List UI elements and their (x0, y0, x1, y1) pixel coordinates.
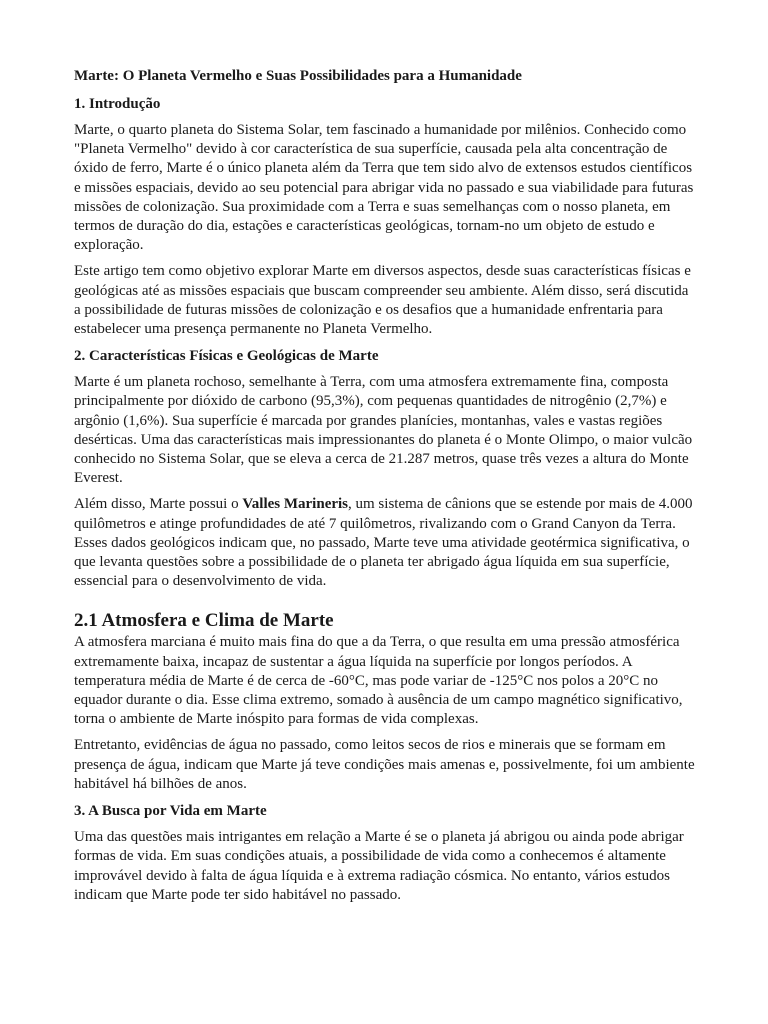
paragraph-physical-2-start: Além disso, Marte possui o (74, 496, 243, 513)
paragraph-atmosphere-2: Entretanto, evidências de água no passado, como leitos secos de rios e minerais que se formam em presença de água, indicam que Marte já teve condições mais amenas e, possivelmente, foi um ambiente habitável há bilhões de anos. (74, 737, 695, 792)
heading-introduction: 1. Introdução (74, 96, 161, 112)
paragraph-intro-2: Este artigo tem como objetivo explorar Marte em diversos aspectos, desde suas características físicas e geológicas até as missões espaciais que buscam compreender seu ambiente. Além disso, será discutida a possibilidade de futuras missões de colonização e os desafios que a humanidade enfrentaria para estabelecer uma presença permanente no Planeta Vermelho. (74, 263, 691, 338)
paragraph-physical-2-end: , um sistema de cânions que se estende por mais de 4.000 quilômetros e atinge profundidades de até 7 quilômetros, rivalizando com o Grand Canyon da Terra. Esses dados geológicos indicam que, no passado, Marte teve uma atividade geotérmica significativa, o que levanta questões sobre a possibilidade de o planeta ter abrigado água líquida em sua superfície, essencial para o desenvolvimento de vida. (74, 496, 693, 590)
document-title: Marte: O Planeta Vermelho e Suas Possibilidades para a Humanidade (74, 68, 522, 84)
heading-physical-characteristics: 2. Características Físicas e Geológicas de Marte (74, 348, 379, 365)
paragraph-atmosphere-1: A atmosfera marciana é muito mais fina do que a da Terra, o que resulta em uma pressão atmosférica extremamente baixa, incapaz de sustentar a água líquida na superfície por longos períodos. A temperatura média de Marte é de cerca de -60°C, mas pode variar de -125°C nos polos a 20°C no equador durante o dia. Esse clima extremo, somado à ausência de um campo magnético significativo, torna o ambiente de Marte inóspito para formas de vida complexas. (74, 634, 683, 728)
paragraph-physical-1: Marte é um planeta rochoso, semelhante à Terra, com uma atmosfera extremamente fina, composta principalmente por dióxido de carbono (95,3%), com pequenas quantidades de nitrogênio (2,7%) e argônio (1,6%). Sua superfície é marcada por grandes planícies, montanhas, vales e vastas regiões desérticas. Uma das características mais impressionantes do planeta é o Monte Olimpo, o maior vulcão conhecido no Sistema Solar, que se eleva a cerca de 21.287 metros, quase três vezes a altura do Monte Everest. (74, 374, 693, 487)
paragraph-physical-2 (74, 495, 696, 591)
paragraph-life-1: Uma das questões mais intrigantes em relação a Marte é se o planeta já abrigou ou ainda pode abrigar formas de vida. Em suas condições atuais, a possibilidade de vida como a conhecemos é altamente improvável devido à falta de água líquida e à extrema radiação cósmica. No entanto, vários estudos indicam que Marte pode ter sido habitável no passado. (74, 829, 684, 903)
heading-atmosphere-climate: 2.1 Atmosfera e Clima de Marte (74, 610, 334, 632)
heading-search-for-life: 3. A Busca por Vida em Marte (74, 803, 267, 820)
paragraph-intro-1: Marte, o quarto planeta do Sistema Solar, tem fascinado a humanidade por milênios. Conhecido como "Planeta Vermelho" devido à cor característica de sua superfície, causada pela alta concentração de óxido de ferro, Marte é o único planeta além da Terra que tem sido alvo de extensos estudos científicos e missões espaciais, devido ao seu potencial para abrigar vida no passado e sua viabilidade para futuras missões de colonização. Sua proximidade com a Terra e suas semelhanças com o nosso planeta, em termos de duração do dia, estações e características geológicas, tornam-no um objeto de estudo e exploração. (74, 122, 694, 254)
valles-marineris-bold: Valles Marineris (242, 496, 349, 513)
